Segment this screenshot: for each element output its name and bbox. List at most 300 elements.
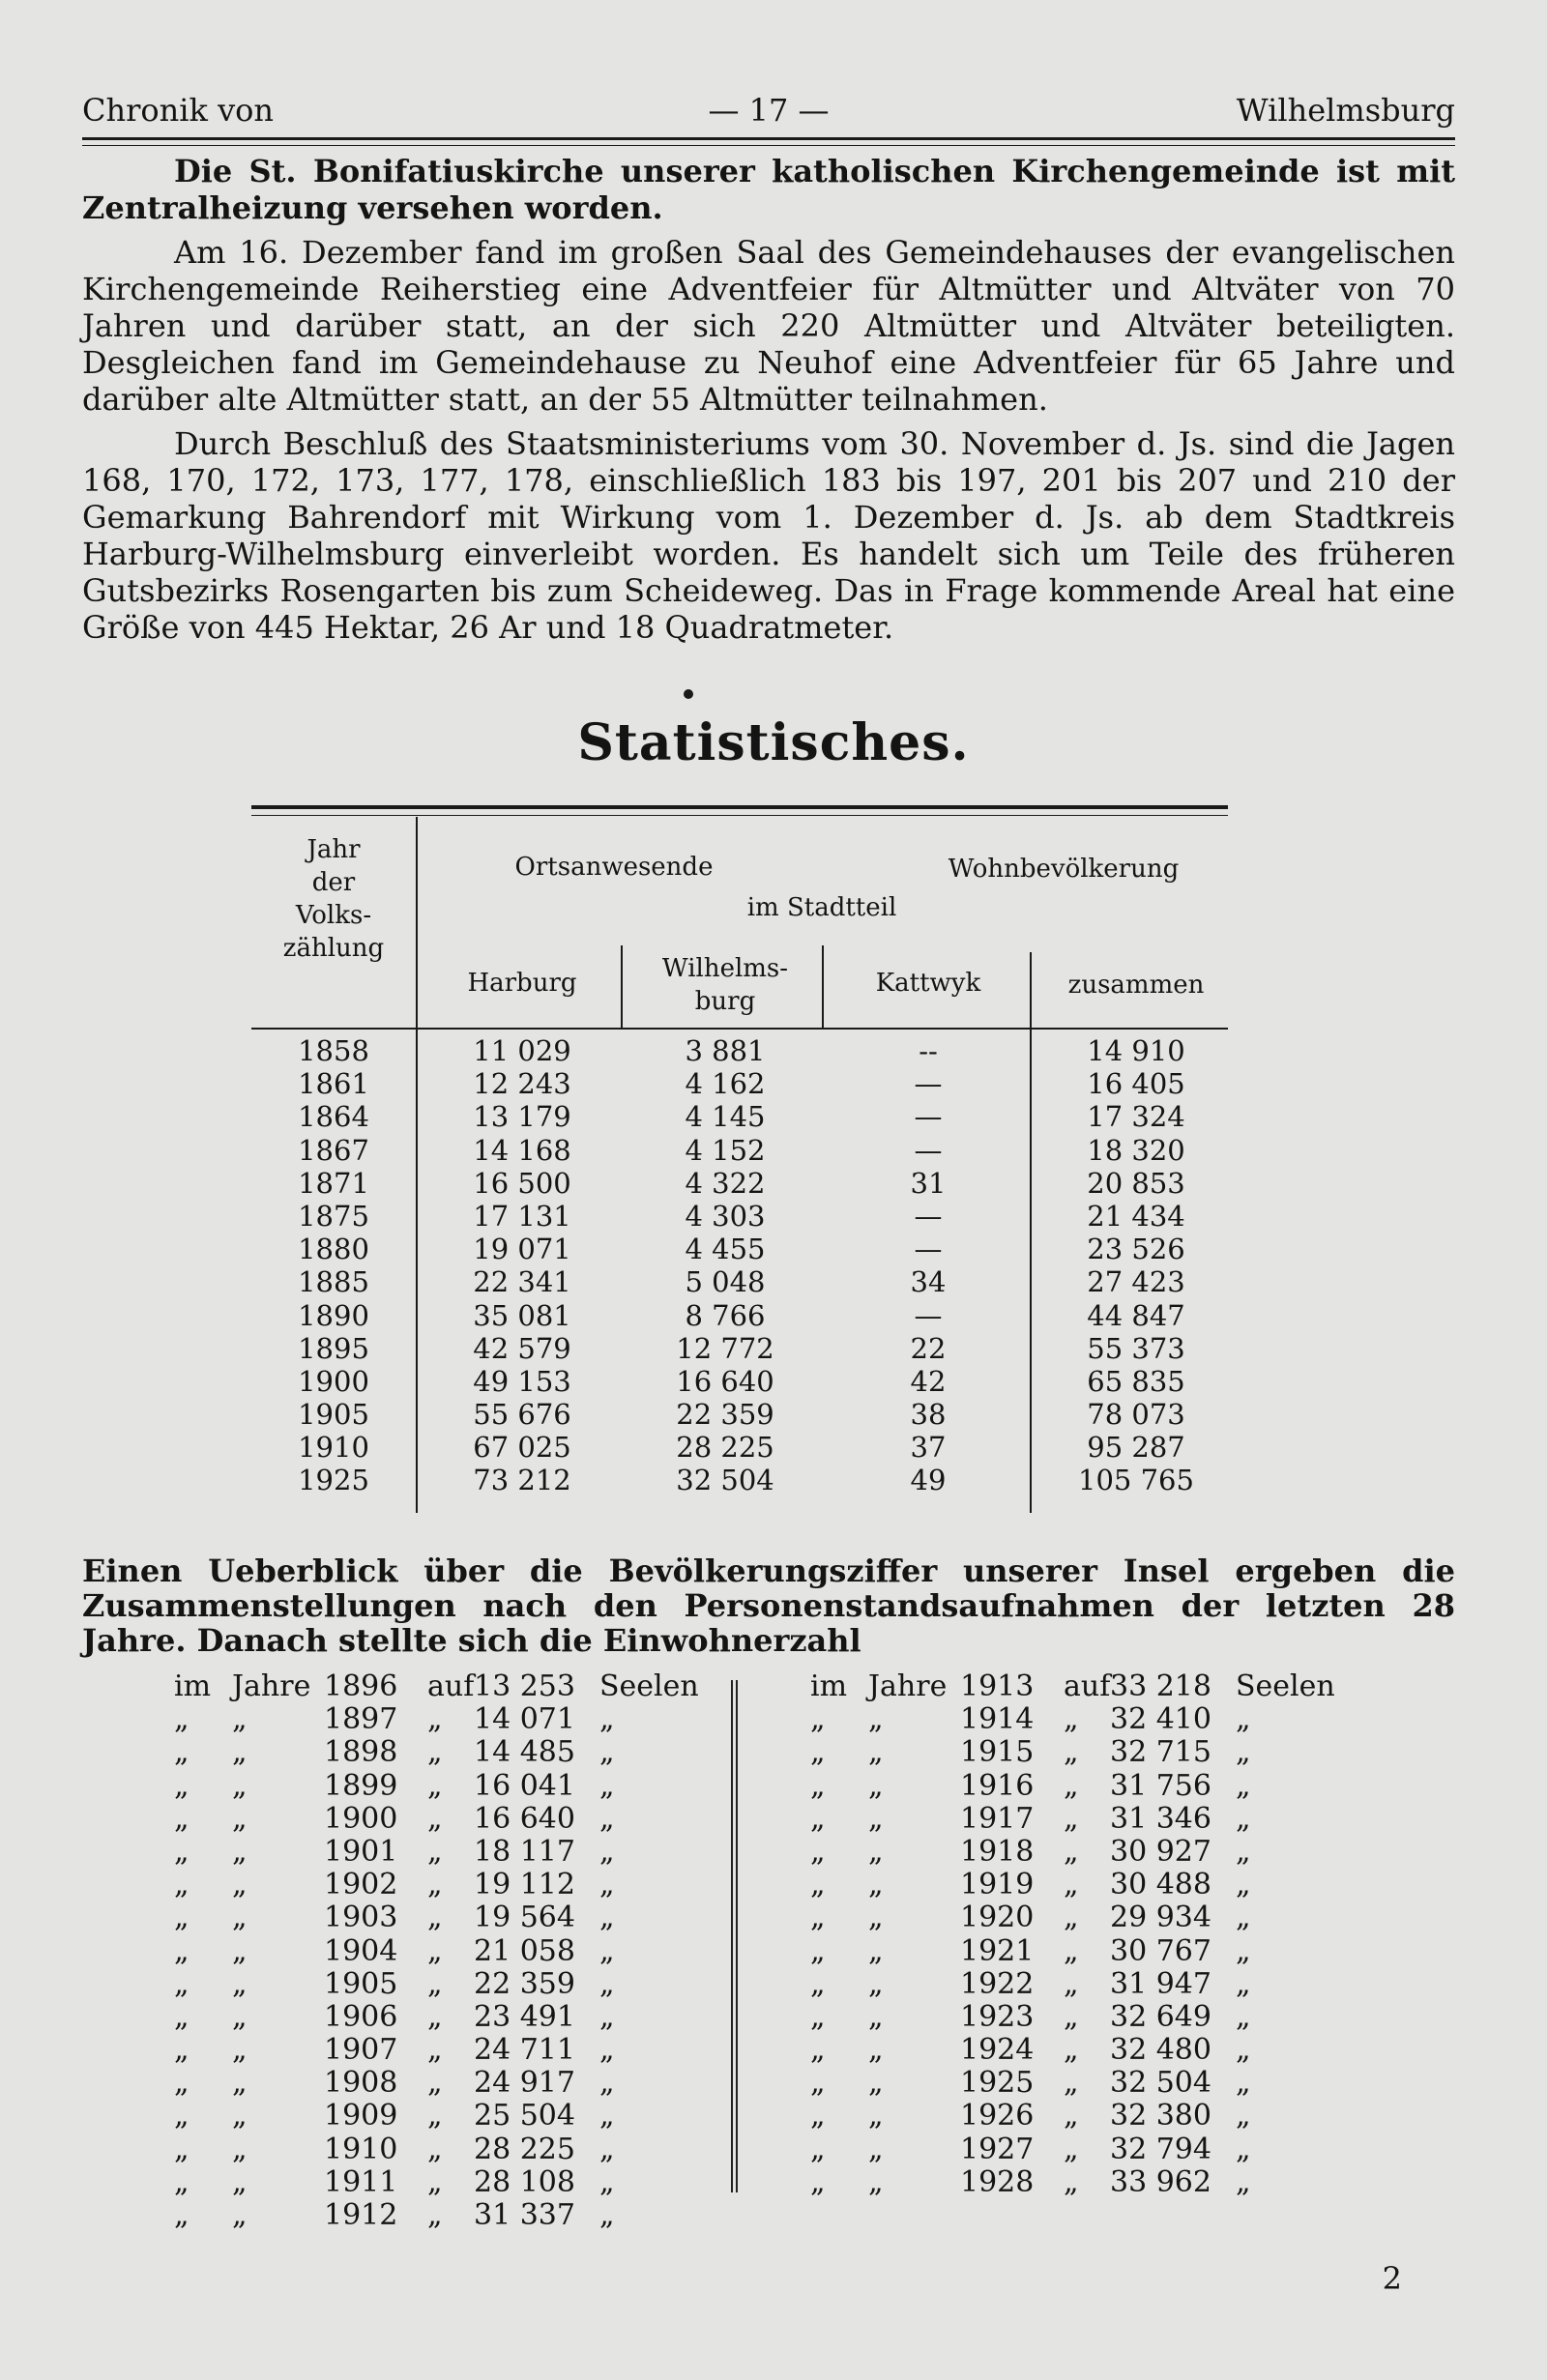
kattwyk-cell: — <box>914 1233 943 1266</box>
population-value: 32 410 <box>1110 1702 1211 1737</box>
year: 1921 <box>960 1933 1035 1968</box>
word-auf: „ <box>427 1768 443 1803</box>
page-folio: — 17 — <box>708 92 830 129</box>
word-im: im <box>174 1669 212 1703</box>
list-row <box>174 1901 715 1934</box>
word-auf: „ <box>427 1868 443 1902</box>
list-row <box>810 1770 1352 1803</box>
overview-paragraph: Einen Ueberblick über die Bevölkerungsziffer unserer Insel ergeben die Zusammenstellungen nach den Personenstandsaufnahmen der letzten 28 Jahre. Danach stellte sich die Einwohnerzahl <box>82 1553 1455 1659</box>
year: 1926 <box>960 2099 1035 2133</box>
word-jahre: „ <box>868 1702 884 1737</box>
zusammen-cell: 55 373 <box>1087 1331 1185 1365</box>
year-cell: 1864 <box>298 1100 369 1134</box>
harburg-cell: 55 676 <box>473 1398 571 1432</box>
word-auf: „ <box>1064 2132 1079 2166</box>
page-number: 2 <box>1382 2260 1402 2297</box>
kattwyk-cell: 22 <box>910 1331 947 1365</box>
wilhelmsburg-cell: 12 772 <box>676 1331 774 1365</box>
header-year: Jahr der Volks- zählung <box>282 835 385 963</box>
population-value: 33 218 <box>1110 1669 1211 1703</box>
word-im: „ <box>174 1999 190 2034</box>
population-value: 32 715 <box>1110 1735 1211 1770</box>
year-cell: 1890 <box>298 1298 369 1332</box>
ornament-dot <box>684 689 693 699</box>
year: 1907 <box>324 2033 398 2068</box>
population-value: 16 640 <box>474 1801 575 1836</box>
harburg-cell: 22 341 <box>473 1265 571 1299</box>
word-jahre: „ <box>232 1834 248 1869</box>
population-value: 28 108 <box>474 2164 575 2199</box>
year-cell: 1885 <box>298 1265 369 1299</box>
word-auf: „ <box>427 2164 443 2199</box>
word-auf: „ <box>1064 1768 1079 1803</box>
word-seelen: „ <box>1236 2164 1251 2199</box>
list-row <box>810 1935 1352 1968</box>
year-cell: 1867 <box>298 1133 369 1167</box>
list-divider <box>731 1680 738 2192</box>
wilhelmsburg-cell: 32 504 <box>676 1464 774 1497</box>
word-im: „ <box>810 2164 826 2199</box>
wilhelmsburg-cell: 4 145 <box>685 1100 766 1134</box>
word-seelen: „ <box>1236 1735 1251 1770</box>
word-auf: „ <box>427 2033 443 2068</box>
wilhelmsburg-cell: 28 225 <box>676 1431 774 1465</box>
word-seelen: „ <box>1236 1702 1251 1737</box>
list-row <box>174 2067 715 2100</box>
harburg-cell: 12 243 <box>473 1067 571 1101</box>
year: 1924 <box>960 2033 1035 2068</box>
population-list-left <box>174 1670 715 2232</box>
list-row <box>174 1670 715 1703</box>
word-auf: „ <box>1064 1966 1079 2001</box>
year: 1917 <box>960 1801 1035 1836</box>
column-year <box>280 1034 387 1497</box>
year: 1896 <box>324 1669 398 1703</box>
wilhelmsburg-cell: 22 359 <box>676 1398 774 1432</box>
population-value: 32 480 <box>1110 2033 1211 2068</box>
word-jahre: „ <box>868 2099 884 2133</box>
population-value: 32 504 <box>1110 2066 1211 2101</box>
kattwyk-cell: — <box>914 1298 943 1332</box>
population-value: 13 253 <box>474 1669 575 1703</box>
harburg-cell: 14 168 <box>473 1133 571 1167</box>
header-stadtteil: im Stadtteil <box>746 893 897 922</box>
word-jahre: „ <box>232 2132 248 2166</box>
year-cell: 1900 <box>298 1364 369 1398</box>
zusammen-cell: 20 853 <box>1087 1166 1185 1200</box>
word-im: „ <box>174 2066 190 2101</box>
zusammen-cell: 95 287 <box>1087 1431 1185 1465</box>
population-value: 30 927 <box>1110 1834 1211 1869</box>
kattwyk-cell: 38 <box>910 1398 947 1432</box>
year: 1916 <box>960 1768 1035 1803</box>
word-auf: „ <box>1064 1834 1079 1869</box>
word-jahre: „ <box>868 2033 884 2068</box>
zusammen-cell: 65 835 <box>1087 1364 1185 1398</box>
word-auf: „ <box>1064 1868 1079 1902</box>
list-row <box>810 2100 1352 2133</box>
running-header <box>82 92 1455 134</box>
kattwyk-cell: — <box>914 1133 943 1167</box>
year-cell: 1925 <box>298 1464 369 1497</box>
word-auf: „ <box>427 1966 443 2001</box>
zusammen-cell: 23 526 <box>1087 1233 1185 1266</box>
word-jahre: „ <box>232 1702 248 1737</box>
wilhelmsburg-cell: 4 322 <box>685 1166 766 1200</box>
word-seelen: „ <box>1236 1801 1251 1836</box>
word-auf: „ <box>427 2132 443 2166</box>
population-value: 32 380 <box>1110 2099 1211 2133</box>
harburg-cell: 73 212 <box>473 1464 571 1497</box>
year-cell: 1858 <box>298 1034 369 1067</box>
kattwyk-cell: 37 <box>910 1431 947 1465</box>
word-im: „ <box>174 1868 190 1902</box>
year: 1909 <box>324 2099 398 2133</box>
table-divider <box>416 817 418 1513</box>
zusammen-cell: 17 324 <box>1087 1100 1185 1134</box>
year: 1912 <box>324 2198 398 2232</box>
word-seelen: „ <box>1236 1768 1251 1803</box>
population-value: 33 962 <box>1110 2164 1211 2199</box>
table-header-rule <box>251 1028 1228 1030</box>
list-row <box>174 2199 715 2232</box>
year-cell: 1861 <box>298 1067 369 1101</box>
word-jahre: „ <box>232 1999 248 2034</box>
word-auf: „ <box>427 1702 443 1737</box>
population-value: 21 058 <box>474 1933 575 1968</box>
wilhelmsburg-cell: 4 455 <box>685 1233 766 1266</box>
population-value: 30 488 <box>1110 1868 1211 1902</box>
zusammen-cell: 16 405 <box>1087 1067 1185 1101</box>
year-cell: 1910 <box>298 1431 369 1465</box>
harburg-cell: 49 153 <box>473 1364 571 1398</box>
list-row <box>174 1770 715 1803</box>
list-row <box>174 1703 715 1736</box>
kattwyk-cell: -- <box>919 1034 938 1067</box>
word-auf: „ <box>1064 1999 1079 2034</box>
wilhelmsburg-cell: 4 152 <box>685 1133 766 1167</box>
word-im: „ <box>174 2198 190 2232</box>
list-row <box>810 1670 1352 1703</box>
word-auf: „ <box>427 1933 443 1968</box>
word-seelen: „ <box>1236 1999 1251 2034</box>
population-value: 14 485 <box>474 1735 575 1770</box>
year: 1902 <box>324 1868 398 1902</box>
population-value: 29 934 <box>1110 1901 1211 1935</box>
word-im: „ <box>174 1901 190 1935</box>
word-seelen: „ <box>599 2198 615 2232</box>
word-auf: „ <box>1064 2033 1079 2068</box>
word-im: „ <box>810 1933 826 1968</box>
word-jahre: „ <box>868 1901 884 1935</box>
word-seelen: „ <box>599 1933 615 1968</box>
word-jahre: „ <box>868 2066 884 2101</box>
table-divider <box>1030 952 1032 1513</box>
word-auf: „ <box>1064 2099 1079 2133</box>
list-row <box>810 1703 1352 1736</box>
zusammen-cell: 14 910 <box>1087 1034 1185 1067</box>
year: 1919 <box>960 1868 1035 1902</box>
list-row <box>810 2166 1352 2199</box>
word-im: „ <box>810 1801 826 1836</box>
word-auf: „ <box>1064 1702 1079 1737</box>
word-im: „ <box>810 2033 826 2068</box>
word-im: „ <box>174 1801 190 1836</box>
year: 1900 <box>324 1801 398 1836</box>
population-value: 19 112 <box>474 1868 575 1902</box>
header-ortsanwesende: Ortsanwesende <box>514 853 714 882</box>
word-im: „ <box>174 1702 190 1737</box>
word-jahre: „ <box>232 1868 248 1902</box>
year: 1922 <box>960 1966 1035 2001</box>
kattwyk-cell: — <box>914 1100 943 1134</box>
word-auf: „ <box>1064 1901 1079 1935</box>
word-jahre: „ <box>868 2132 884 2166</box>
word-auf: auf <box>427 1669 475 1703</box>
header-wilhelmsburg: Wilhelms- burg <box>661 954 789 1016</box>
population-value: 25 504 <box>474 2099 575 2133</box>
word-seelen: Seelen <box>599 1669 699 1703</box>
table-top-rule-thin <box>251 815 1228 816</box>
word-im: „ <box>174 1768 190 1803</box>
year: 1905 <box>324 1966 398 2001</box>
header-rule <box>82 137 1455 140</box>
word-auf: auf <box>1064 1669 1111 1703</box>
word-seelen: „ <box>599 2132 615 2166</box>
year: 1927 <box>960 2132 1035 2166</box>
harburg-cell: 11 029 <box>473 1034 571 1067</box>
kattwyk-cell: 31 <box>910 1166 947 1200</box>
year: 1928 <box>960 2164 1035 2199</box>
word-seelen: „ <box>1236 1933 1251 1968</box>
word-im: „ <box>810 1966 826 2001</box>
year-cell: 1905 <box>298 1398 369 1432</box>
kattwyk-cell: 49 <box>910 1464 947 1497</box>
column-kattwyk <box>832 1034 1025 1497</box>
list-row <box>810 1836 1352 1869</box>
word-jahre: „ <box>232 2066 248 2101</box>
year: 1904 <box>324 1933 398 1968</box>
word-im: „ <box>810 1868 826 1902</box>
word-im: „ <box>174 2132 190 2166</box>
column-zusammen <box>1039 1034 1233 1497</box>
section-title: Statistisches. <box>577 713 970 772</box>
word-jahre: „ <box>232 1933 248 1968</box>
year: 1923 <box>960 1999 1035 2034</box>
word-auf: „ <box>1064 1933 1079 1968</box>
word-auf: „ <box>427 1901 443 1935</box>
list-row <box>810 1968 1352 2001</box>
list-row <box>810 1901 1352 1934</box>
harburg-cell: 42 579 <box>473 1331 571 1365</box>
word-im: „ <box>174 1966 190 2001</box>
header-harburg: Harburg <box>467 969 577 998</box>
word-auf: „ <box>427 2066 443 2101</box>
year: 1898 <box>324 1735 398 1770</box>
wilhelmsburg-cell: 4 303 <box>685 1199 766 1233</box>
word-seelen: „ <box>599 1966 615 2001</box>
population-value: 31 337 <box>474 2198 575 2232</box>
word-auf: „ <box>1064 2164 1079 2199</box>
list-row <box>174 1736 715 1769</box>
table-divider <box>822 945 824 1030</box>
zusammen-cell: 78 073 <box>1087 1398 1185 1432</box>
year: 1903 <box>324 1901 398 1935</box>
population-value: 22 359 <box>474 1966 575 2001</box>
list-row <box>810 2067 1352 2100</box>
word-seelen: „ <box>599 1735 615 1770</box>
word-jahre: „ <box>232 1768 248 1803</box>
word-im: „ <box>174 1834 190 1869</box>
word-im: „ <box>810 2132 826 2166</box>
list-row <box>174 2001 715 2034</box>
population-value: 18 117 <box>474 1834 575 1869</box>
population-value: 14 071 <box>474 1702 575 1737</box>
year: 1906 <box>324 1999 398 2034</box>
population-list-right <box>810 1670 1352 2199</box>
wilhelmsburg-cell: 4 162 <box>685 1067 766 1101</box>
harburg-cell: 16 500 <box>473 1166 571 1200</box>
word-jahre: „ <box>232 2164 248 2199</box>
harburg-cell: 67 025 <box>473 1431 571 1465</box>
paragraph-3: Durch Beschluß des Staatsministeriums vom 30. November d. Js. sind die Jagen 168, 170, 172, 173, 177, 178, einschließlich 183 bis 197, 201 bis 207 und 210 der Gemarkung Bahrendorf mit Wirkung vom 1. Dezember d. Js. ab dem Stadtkreis Harburg-Wilhelmsburg einverleibt worden. Es handelt sich um Teile des früheren Gutsbezirks Rosengarten bis zum Scheideweg. Das in Frage kommende Areal hat eine Größe von 445 Hektar, 26 Ar und 18 Quadratmeter. <box>82 425 1455 646</box>
year: 1914 <box>960 1702 1035 1737</box>
header-wohnbevoelkerung: Wohnbevölkerung <box>948 855 1180 884</box>
word-seelen: „ <box>1236 2033 1251 2068</box>
population-value: 16 041 <box>474 1768 575 1803</box>
harburg-cell: 35 081 <box>473 1298 571 1332</box>
word-jahre: „ <box>232 2099 248 2133</box>
word-jahre: „ <box>868 1768 884 1803</box>
year: 1911 <box>324 2164 398 2199</box>
harburg-cell: 13 179 <box>473 1100 571 1134</box>
word-jahre: „ <box>232 1901 248 1935</box>
list-row <box>174 1869 715 1901</box>
harburg-cell: 19 071 <box>473 1233 571 1266</box>
word-seelen: „ <box>1236 1966 1251 2001</box>
year: 1910 <box>324 2132 398 2166</box>
word-seelen: „ <box>599 2099 615 2133</box>
word-jahre: „ <box>868 1801 884 1836</box>
word-seelen: „ <box>599 1868 615 1902</box>
paragraph-1: Die St. Bonifatiuskirche unserer katholischen Kirchengemeinde ist mit Zentralheizung versehen worden. <box>82 153 1455 226</box>
word-jahre: „ <box>868 1834 884 1869</box>
word-jahre: „ <box>868 1735 884 1770</box>
word-im: „ <box>810 2099 826 2133</box>
wilhelmsburg-cell: 8 766 <box>685 1298 766 1332</box>
population-value: 31 756 <box>1110 1768 1211 1803</box>
year: 1925 <box>960 2066 1035 2101</box>
year: 1897 <box>324 1702 398 1737</box>
word-im: „ <box>810 1735 826 1770</box>
word-jahre: „ <box>232 2033 248 2068</box>
year-cell: 1880 <box>298 1233 369 1266</box>
word-auf: „ <box>427 1999 443 2034</box>
year: 1908 <box>324 2066 398 2101</box>
word-auf: „ <box>427 1801 443 1836</box>
list-row <box>174 1803 715 1836</box>
zusammen-cell: 21 434 <box>1087 1199 1185 1233</box>
header-zusammen: zusammen <box>1067 971 1205 1000</box>
wilhelmsburg-cell: 3 881 <box>685 1034 766 1067</box>
word-auf: „ <box>427 2099 443 2133</box>
word-jahre: „ <box>232 1735 248 1770</box>
word-seelen: Seelen <box>1236 1669 1335 1703</box>
word-jahre: „ <box>868 1933 884 1968</box>
word-seelen: „ <box>599 1801 615 1836</box>
population-value: 19 564 <box>474 1901 575 1935</box>
list-row <box>810 1736 1352 1769</box>
list-row <box>810 1869 1352 1901</box>
year-cell: 1871 <box>298 1166 369 1200</box>
year: 1913 <box>960 1669 1035 1703</box>
population-value: 24 711 <box>474 2033 575 2068</box>
word-jahre: „ <box>232 2198 248 2232</box>
word-seelen: „ <box>1236 1834 1251 1869</box>
word-im: „ <box>810 1702 826 1737</box>
year: 1918 <box>960 1834 1035 1869</box>
list-row <box>174 1935 715 1968</box>
word-im: „ <box>174 2099 190 2133</box>
year: 1915 <box>960 1735 1035 1770</box>
population-value: 30 767 <box>1110 1933 1211 1968</box>
list-row <box>174 2100 715 2133</box>
word-auf: „ <box>427 1735 443 1770</box>
column-harburg <box>425 1034 619 1497</box>
year: 1899 <box>324 1768 398 1803</box>
year: 1901 <box>324 1834 398 1869</box>
header-rule-thin <box>82 145 1455 146</box>
word-auf: „ <box>1064 1801 1079 1836</box>
word-seelen: „ <box>599 1768 615 1803</box>
kattwyk-cell: — <box>914 1199 943 1233</box>
word-im: im <box>810 1669 848 1703</box>
word-jahre: „ <box>232 1966 248 2001</box>
zusammen-cell: 27 423 <box>1087 1265 1185 1299</box>
header-kattwyk: Kattwyk <box>875 969 981 998</box>
population-value: 24 917 <box>474 2066 575 2101</box>
word-seelen: „ <box>1236 2099 1251 2133</box>
paragraph-2: Am 16. Dezember fand im großen Saal des Gemeindehauses der evangelischen Kirchengemeinde Reiherstieg eine Adventfeier für Altmütter und Altväter von 70 Jahren und darüber statt, an der sich 220 Altmütter und Altväter beteiligten. Desgleichen fand im Gemeindehause zu Neuhof eine Adventfeier für 65 Jahre und darüber alte Altmütter statt, an der 55 Altmütter teilnahmen. <box>82 234 1455 418</box>
word-seelen: „ <box>599 1702 615 1737</box>
header-left: Chronik von <box>82 92 275 129</box>
kattwyk-cell: 34 <box>910 1265 947 1299</box>
word-auf: „ <box>427 2198 443 2232</box>
word-seelen: „ <box>1236 2066 1251 2101</box>
word-seelen: „ <box>599 2066 615 2101</box>
word-auf: „ <box>1064 2066 1079 2101</box>
population-value: 32 794 <box>1110 2132 1211 2166</box>
population-value: 28 225 <box>474 2132 575 2166</box>
kattwyk-cell: — <box>914 1067 943 1101</box>
word-jahre: „ <box>868 1868 884 1902</box>
word-auf: „ <box>427 1834 443 1869</box>
word-im: „ <box>174 2033 190 2068</box>
word-seelen: „ <box>599 1901 615 1935</box>
word-auf: „ <box>1064 1735 1079 1770</box>
zusammen-cell: 105 765 <box>1078 1464 1194 1497</box>
column-wilhelmsburg <box>628 1034 822 1497</box>
word-im: „ <box>174 1933 190 1968</box>
wilhelmsburg-cell: 16 640 <box>676 1364 774 1398</box>
word-seelen: „ <box>599 2164 615 2199</box>
population-value: 23 491 <box>474 1999 575 2034</box>
word-im: „ <box>174 2164 190 2199</box>
year-cell: 1895 <box>298 1331 369 1365</box>
list-row <box>174 1968 715 2001</box>
word-im: „ <box>810 1999 826 2034</box>
word-im: „ <box>810 2066 826 2101</box>
